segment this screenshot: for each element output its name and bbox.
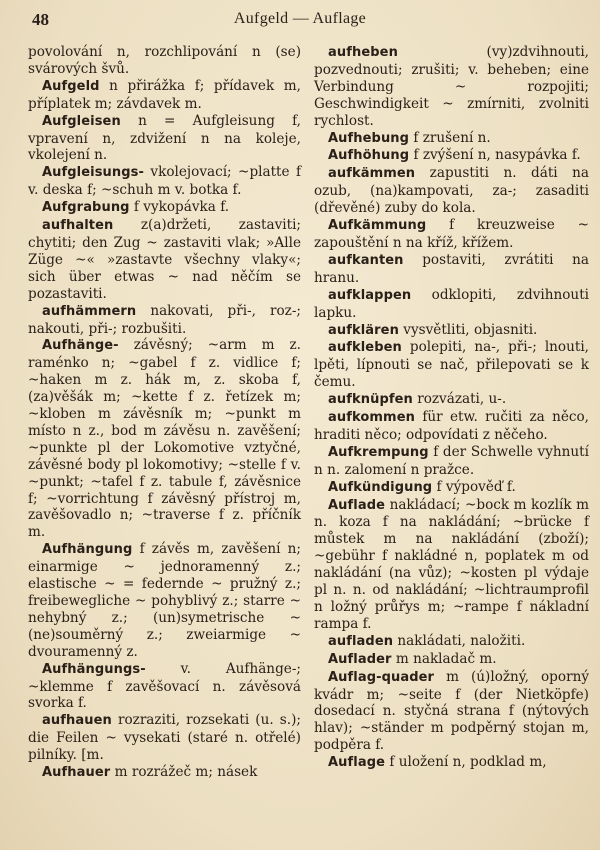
entry-headword: aufladen	[328, 633, 394, 649]
entry-definition: nakládati, naložiti.	[397, 632, 526, 649]
entry-headword: Aufhöhung	[328, 148, 410, 164]
entry-headword: Aufkrempung	[328, 444, 429, 460]
dictionary-entry	[314, 287, 589, 322]
entry-definition: nakládací; ~bock m kozlík m n. koza f na nakládání; ~brücke f můstek m na nakládání (zboží); ~gebühr f nakládné n, poplatek m od nakládání (na vůz); ~kosten pl výdaje pl n. n. od nakládání; ~lichtraumprofil n ložný průřys m; ~rampe f nákladní rampa f.	[314, 496, 589, 632]
entry-definition: (vy)zdvihnouti, pozvednouti; zrušiti; v. beheben; eine Verbindung ~ rozpojiti; Geschwindigkeit ~ zmírniti, zvolniti rychlost.	[314, 44, 589, 129]
entry-definition: rozvázati, u-.	[417, 391, 507, 408]
entry-headword: aufhauen	[42, 713, 112, 729]
dictionary-entry	[28, 661, 301, 713]
left-column	[28, 44, 301, 782]
dictionary-entry	[28, 164, 301, 199]
dictionary-entry	[28, 217, 301, 303]
entry-headword: Aufgeld	[42, 78, 100, 94]
entry-definition: f vykopávka f.	[133, 199, 230, 216]
entry-headword: Aufgrabung	[42, 200, 130, 216]
entry-definition: f zrušení n.	[413, 129, 491, 146]
entry-definition: rozraziti, rozsekati (u. s.); die Feilen ~ vysekati (staré n. otřelé) pilníky. [m.	[28, 712, 301, 764]
entry-definition: z(a)držeti, zastaviti; chytiti; den Zug ~ zastaviti vlak; »Alle Züge ~« »zastavte všechny vlaky«; sich über etwas ~ nad něčím se pozastaviti.	[28, 217, 301, 302]
running-head: Aufgeld — Auflage	[233, 10, 367, 27]
entry-headword: aufhalten	[42, 218, 114, 234]
page-header	[0, 6, 600, 32]
entry-headword: Aufkämmung	[328, 218, 427, 234]
entry-headword: Auflader	[328, 651, 392, 667]
entry-definition: vysvětliti, objasniti.	[403, 321, 538, 338]
dictionary-entry	[314, 322, 589, 340]
entry-definition: m rozrážeč m; násek	[114, 764, 258, 781]
entry-definition: f výpověď f.	[436, 478, 516, 495]
entry-definition: für etw. ručiti za něco, hraditi něco; odpovídati z něčeho.	[314, 409, 589, 443]
entry-headword: aufkleben	[328, 340, 402, 356]
dictionary-entry	[314, 217, 589, 252]
entry-definition: m (ú)ložný, oporný kvádr m; ~seite f (der Nietköpfe) dosedací n. styčná strana f (nýtových hlav); ~ständer m podpěrný stojan m, podpěra f.	[314, 668, 589, 754]
dictionary-entry	[314, 147, 589, 165]
entry-definition: n přirážka f; přídavek m, příplatek m; závdavek m.	[28, 77, 301, 112]
entry-definition: v. Aufhänge-; ~klemme f zavěšovací n. závěsová svorka f.	[28, 660, 301, 712]
entry-headword: Aufhauer	[42, 765, 111, 781]
entry-definition: vkolejovací; ~platte f v. deska f; ~schuh m v. botka f.	[28, 164, 302, 199]
dictionary-entry	[28, 303, 301, 338]
right-column	[314, 44, 589, 772]
entry-definition: n = Aufgleisung f, vpravení n, zdvižení n na koleje, vkolejení n.	[28, 112, 301, 164]
dictionary-entry	[314, 669, 589, 755]
entry-definition: odklopiti, zdvihnouti lapku.	[314, 286, 590, 321]
entry-headword: Aufhängung	[42, 542, 133, 558]
dictionary-entry	[314, 497, 589, 633]
dictionary-entry	[28, 44, 301, 78]
entry-definition: m nakladač m.	[395, 650, 497, 667]
dictionary-entry	[314, 165, 589, 217]
entry-definition: f uložení n, podklad m,	[389, 754, 547, 771]
entry-headword: aufknüpfen	[328, 392, 413, 408]
entry-headword: aufkämmen	[328, 166, 416, 182]
dictionary-entry	[314, 633, 589, 651]
entry-definition: zapustiti n. dáti na ozub, (na)kampovati, za-; zasaditi (dřevěné) zuby do kola.	[314, 165, 589, 217]
dictionary-entry	[28, 764, 301, 782]
entry-headword: Aufkündigung	[328, 479, 433, 495]
dictionary-entry	[314, 444, 589, 479]
entry-definition: povolování n, rozchlipování n (se) svárových švů.	[28, 44, 301, 77]
dictionary-entry	[314, 339, 589, 391]
entry-headword: aufkanten	[328, 252, 404, 268]
entry-headword: Aufhänge-	[42, 338, 119, 354]
entry-definition: postaviti, zvrátiti na hranu.	[314, 251, 590, 286]
dictionary-entry	[314, 409, 589, 444]
entry-headword: Aufgleisen	[42, 113, 121, 129]
entry-definition: polepiti, na-, při-; lnouti, lpěti, lípnouti se nač, přilepovati se k čemu.	[314, 339, 589, 391]
entry-headword: aufhämmern	[42, 303, 137, 319]
dictionary-entry	[314, 44, 589, 130]
entry-headword: aufklären	[328, 322, 399, 338]
entry-headword: Auflag-quader	[328, 669, 435, 685]
dictionary-entry	[28, 78, 301, 113]
dictionary-entry	[314, 252, 589, 287]
entry-headword: aufheben	[328, 45, 398, 60]
entry-definition: f der Schwelle vyhnutí n n. zalomení n pražce.	[314, 443, 589, 478]
dictionary-entry	[314, 391, 589, 409]
entry-headword: Aufhängungs-	[42, 661, 146, 677]
dictionary-entry	[28, 337, 301, 541]
entry-definition: f zvýšení n, nasypávka f.	[413, 147, 581, 164]
entry-headword: Aufhebung	[328, 130, 410, 146]
dictionary-entry	[314, 130, 589, 148]
entry-definition: f závěs m, zavěšení n; einarmige ~ jednoramenný z.; elastische ~ = federnde ~ pružný z.; freibewegliche ~ pohyblivý z.; starre ~ nehybný z.; (un)symetrische ~ (ne)souměrný z.; zweiarmige ~ dvouramenný z.	[28, 541, 301, 660]
dictionary-entry	[28, 113, 301, 165]
dictionary-entry	[314, 479, 589, 497]
entry-headword: Auflage	[328, 755, 386, 771]
entry-headword: aufkommen	[328, 410, 415, 426]
dictionary-entry	[28, 199, 301, 217]
entry-headword: Aufgleisungs-	[42, 165, 144, 181]
dictionary-entry	[28, 712, 301, 764]
dictionary-entry	[28, 541, 301, 660]
entry-definition: závěsný; ~arm m z. raménko n; ~gabel f z. vidlice f; ~haken m z. hák m, z. skoba f, (za)věšák m; ~kette f z. řetízek m; ~kloben m závěsník m; ~punkt m místo n z., bod m závěsu n. zavěšení; ~punkte pl der Lokomotive vztyčné, závěsné body pl lokomotivy; ~stelle f v. ~punkt; ~tafel f z. tabule f, závěsnice f; ~vorrichtung f závěsný přístroj m, zavěšovadlo n; ~traverse f z. příčník m.	[28, 337, 302, 541]
page-number: 48	[32, 10, 49, 29]
dictionary-entry	[314, 754, 589, 772]
dictionary-entry	[314, 651, 589, 669]
entry-definition: nakovati, při-, roz-; nakouti, při-; rozbušiti.	[28, 302, 301, 337]
entry-headword: aufklappen	[328, 287, 412, 303]
entry-headword: Auflade	[328, 497, 386, 513]
entry-definition: f kreuzweise ~ zapouštění n na kříž, křížem.	[314, 217, 589, 251]
